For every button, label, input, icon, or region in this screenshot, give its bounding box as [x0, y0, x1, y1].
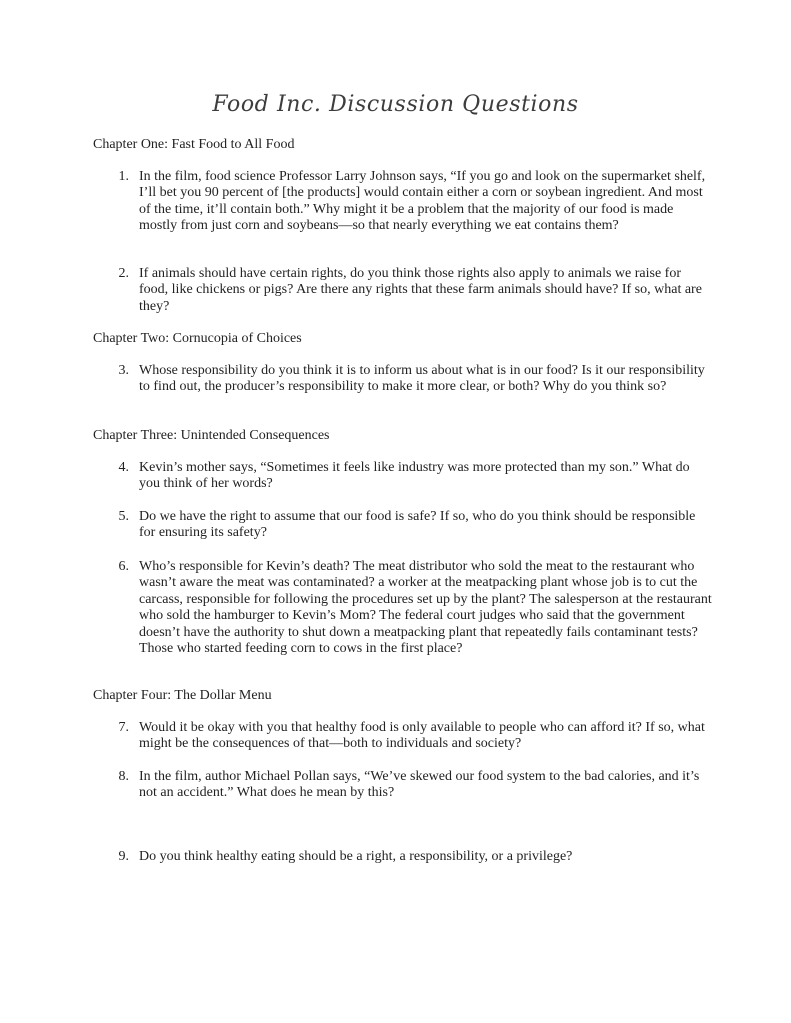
- question-number: 2.: [118, 266, 129, 281]
- question-number: 8.: [118, 769, 129, 784]
- question-number: 3.: [118, 363, 129, 378]
- question-text: Would it be okay with you that healthy food is only available to people who can afford it? If so, what might be the consequences of that—both to individuals and society?: [139, 720, 705, 752]
- question-text: Whose responsibility do you think it is to inform us about what is in our food? Is it our responsibility to find out, the producer’s responsibility to make it more clear, or both? Why do you think so?: [139, 363, 705, 395]
- question-number: 9.: [118, 849, 129, 864]
- question-9: [112, 849, 712, 865]
- question-text: Do we have the right to assume that our food is safe? If so, who do you think should be responsible for ensuring its safety?: [139, 509, 696, 541]
- question-number: 1.: [118, 169, 129, 184]
- question-6: [112, 559, 712, 657]
- question-number: 4.: [118, 460, 129, 475]
- question-3: [112, 363, 712, 396]
- document-title: Food Inc. Discussion Questions: [212, 92, 579, 117]
- question-text: If animals should have certain rights, do you think those rights also apply to animals we raise for food, like chickens or pigs? Are there any rights that these farm animals should have? If so, what are they?: [139, 266, 702, 314]
- question-4: [112, 460, 712, 493]
- chapter-heading-4: Chapter Four: The Dollar Menu: [93, 688, 272, 703]
- question-1: [112, 169, 712, 235]
- question-text: Do you think healthy eating should be a right, a responsibility, or a privilege?: [139, 849, 573, 864]
- question-text: In the film, author Michael Pollan says, “We’ve skewed our food system to the bad calories, and it’s not an accident.” What does he mean by this?: [139, 769, 700, 801]
- question-text: Who’s responsible for Kevin’s death? The meat distributor who sold the meat to the restaurant who wasn’t aware the meat was contaminated? a worker at the meatpacking plant whose job is to cut the carcass, responsible for following the procedures set up by the plant? The salesperson at the restaurant who sold the hamburger to Kevin’s Mom? The federal court judges who said that the government doesn’t have the authority to shut down a meatpacking plant that repeatedly fails contaminant tests? Those who started feeding corn to cows in the first place?: [139, 559, 712, 657]
- chapter-heading-2: Chapter Two: Cornucopia of Choices: [93, 331, 302, 346]
- chapter-heading-1: Chapter One: Fast Food to All Food: [93, 137, 295, 152]
- question-text: In the film, food science Professor Larry Johnson says, “If you go and look on the supermarket shelf, I’ll bet you 90 percent of [the products] would contain either a corn or soybean ingredient. And most of the time, it’ll contain both.” Why might it be a problem that the majority of our food is made mostly from just corn and soybeans—so that nearly everything we eat contains them?: [139, 169, 706, 234]
- question-number: 5.: [118, 509, 129, 524]
- question-7: [112, 720, 712, 753]
- question-2: [112, 266, 712, 315]
- question-text: Kevin’s mother says, “Sometimes it feels like industry was more protected than my son.” What do you think of her words?: [139, 460, 690, 492]
- question-5: [112, 509, 712, 542]
- question-number: 6.: [118, 559, 129, 574]
- chapter-heading-3: Chapter Three: Unintended Consequences: [93, 428, 330, 443]
- question-8: [112, 769, 712, 802]
- question-number: 7.: [118, 720, 129, 735]
